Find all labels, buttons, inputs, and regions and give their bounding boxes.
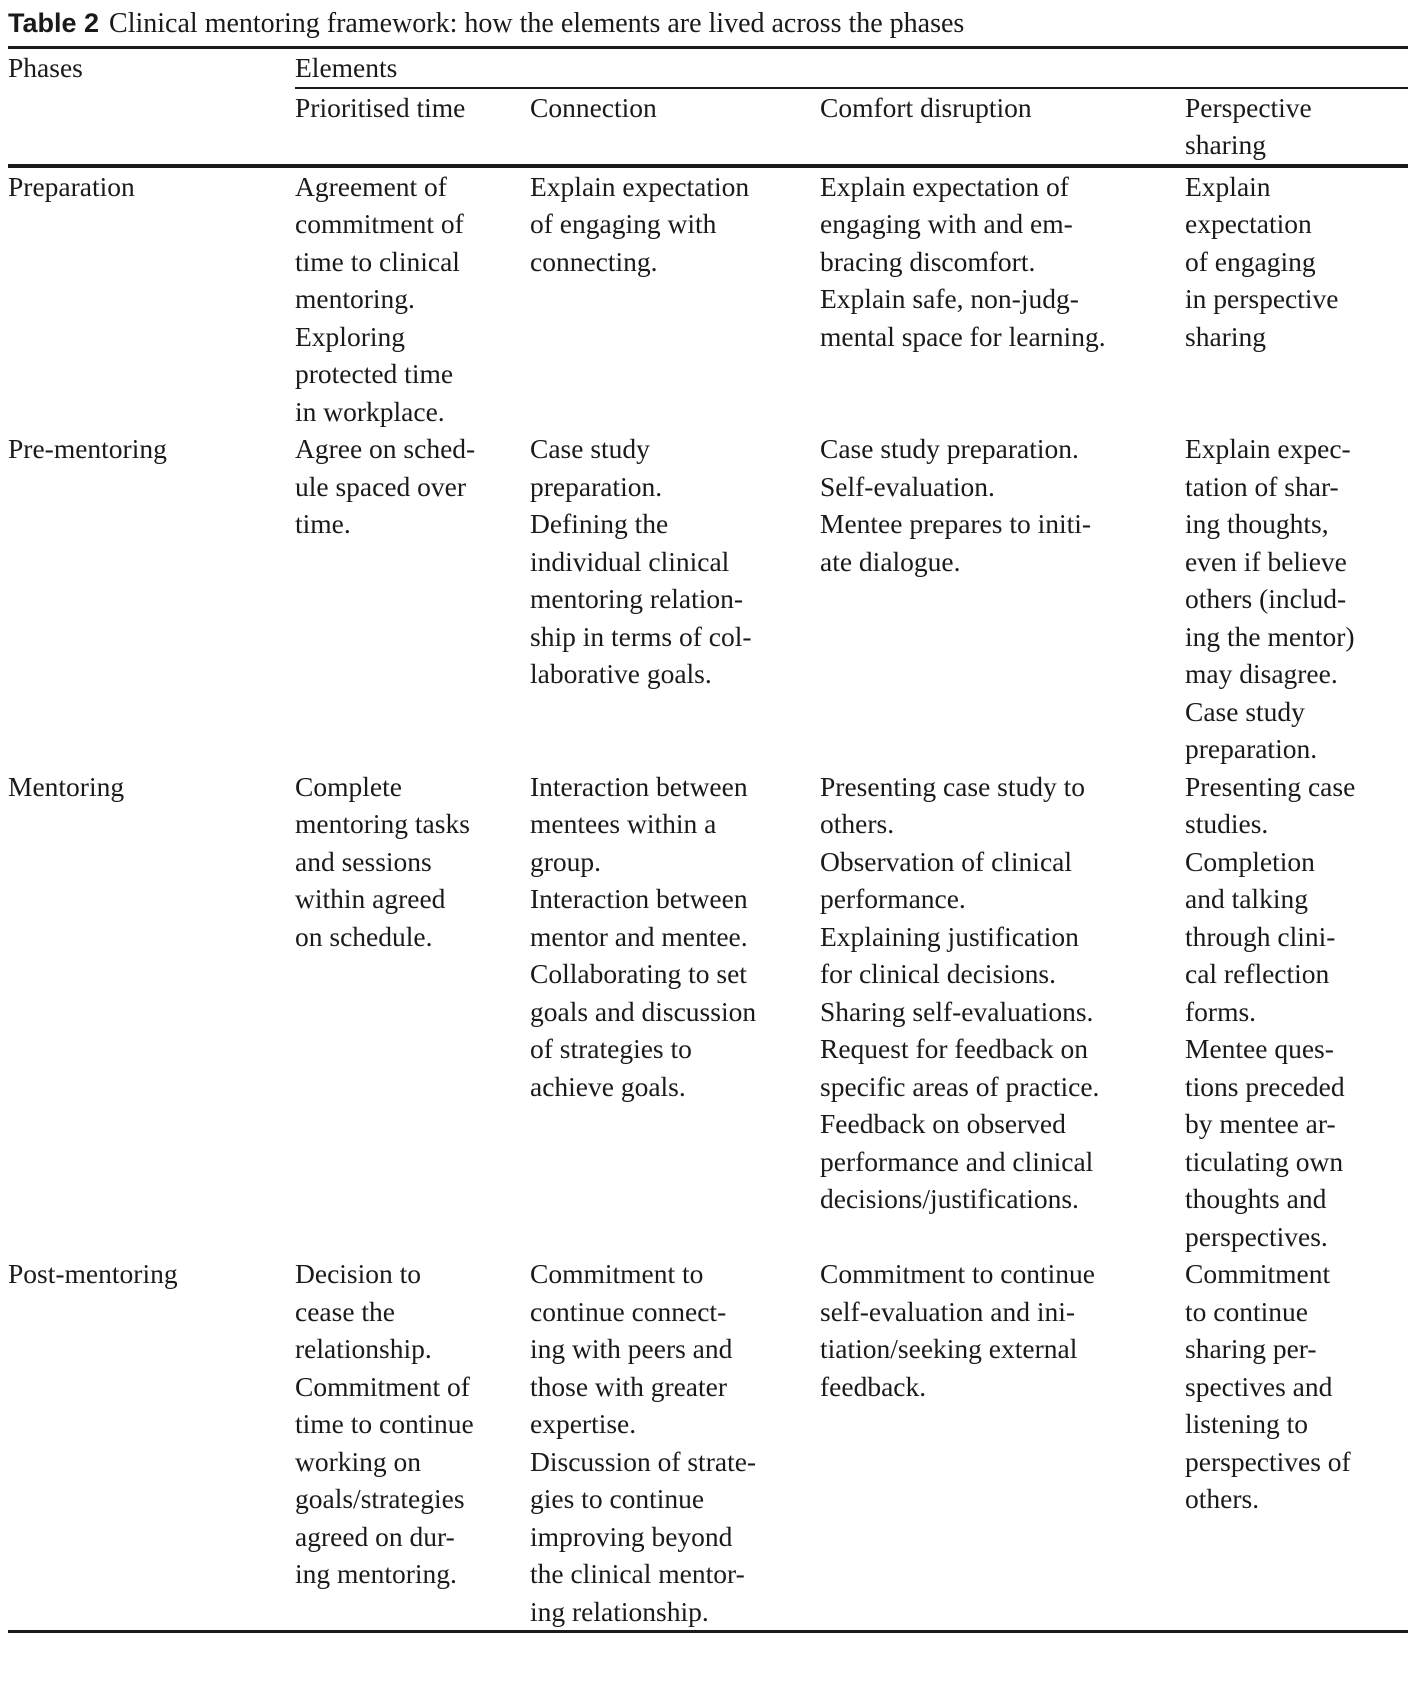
phase-post-mentoring: Post-mentoring — [8, 1258, 178, 1289]
cell-line: commitment of — [295, 208, 464, 239]
cell-line: group. — [530, 845, 602, 877]
cell-line: ship in terms of col- — [530, 620, 752, 652]
row-mentoring — [8, 768, 1408, 1256]
cell-line: Observation of clinical — [820, 845, 1072, 877]
cell-line: perspectives. — [1185, 1220, 1328, 1252]
cell-line: Sharing self-evaluations. — [820, 995, 1094, 1027]
cell-line: cease the — [295, 1295, 395, 1327]
cell-line: Presenting case study to — [820, 770, 1086, 802]
table-caption — [8, 6, 1408, 46]
row-post-mentoring — [8, 1255, 1408, 1630]
cell-line: laborative goals. — [530, 658, 712, 689]
cell-line: Agreement of — [295, 170, 447, 202]
cell-line: Explain safe, non-judg- — [820, 283, 1079, 314]
cell-line: ing relationship. — [530, 1595, 709, 1627]
cell-line: Mentee prepares to initi- — [820, 508, 1092, 539]
cell-line: Defining the — [530, 508, 669, 539]
cell-line: agreed on dur- — [295, 1520, 455, 1552]
cell-line: relationship. — [295, 1333, 432, 1364]
cell-line: Collaborating to set — [530, 958, 747, 989]
cell-line: mental space for learning. — [820, 320, 1106, 352]
header-elements: Elements — [295, 49, 1408, 88]
cell-line: and sessions — [295, 845, 432, 877]
header-connection — [530, 88, 820, 164]
cell-line: Commitment of — [295, 1370, 470, 1402]
row-pre-mentoring — [8, 430, 1408, 768]
cell-post-mentoring-perspective-sharing — [1185, 1255, 1408, 1630]
cell-mentoring-perspective-sharing — [1185, 768, 1408, 1256]
phase-pre-mentoring: Pre-mentoring — [8, 433, 167, 464]
cell-post-mentoring-comfort-disruption — [820, 1255, 1185, 1630]
cell-mentoring-comfort-disruption — [820, 768, 1185, 1256]
cell-line: Self-evaluation. — [820, 470, 995, 502]
cell-line: even if believe — [1185, 545, 1347, 577]
bottom-rule — [8, 1630, 1408, 1633]
cell-line: tation of shar- — [1185, 470, 1339, 502]
cell-line: mentoring tasks — [295, 808, 470, 839]
cell-line: ate dialogue. — [820, 545, 961, 577]
cell-line: goals/strategies — [295, 1483, 465, 1514]
cell-line: mentees within a — [530, 808, 717, 839]
cell-line: Case study — [530, 433, 650, 464]
cell-line: those with greater — [530, 1370, 728, 1402]
cell-line: ing thoughts, — [1185, 508, 1329, 539]
cell-line: achieve goals. — [530, 1070, 686, 1102]
cell-pre-mentoring-connection — [530, 430, 820, 768]
header-comfort-disruption — [820, 88, 1185, 164]
cell-line: mentor and mentee. — [530, 920, 748, 952]
cell-line: ing the mentor) — [1185, 620, 1355, 652]
cell-line: decisions/justifications. — [820, 1183, 1079, 1214]
cell-line: ing with peers and — [530, 1333, 733, 1364]
cell-preparation-perspective-sharing — [1185, 168, 1408, 431]
header-row-top — [8, 49, 1408, 88]
cell-line: Feedback on observed — [820, 1108, 1066, 1139]
cell-pre-mentoring-comfort-disruption — [820, 430, 1185, 768]
cell-pre-mentoring-perspective-sharing — [1185, 430, 1408, 768]
cell-line: connecting. — [530, 245, 658, 277]
cell-line: of engaging with — [530, 208, 717, 239]
cell-line: for clinical decisions. — [820, 958, 1056, 989]
cell-line: Presenting case — [1185, 770, 1356, 802]
cell-line: sharing — [1185, 129, 1266, 160]
cell-line: tiation/seeking external — [820, 1333, 1078, 1364]
row-preparation — [8, 168, 1408, 431]
cell-line: the clinical mentor- — [530, 1558, 745, 1589]
cell-line: Agree on sched- — [295, 433, 476, 464]
cell-line: gies to continue — [530, 1483, 705, 1514]
cell-line: preparation. — [530, 470, 663, 502]
cell-line: Request for feedback on — [820, 1033, 1089, 1064]
cell-line: preparation. — [1185, 733, 1318, 764]
cell-line: Explain expectation — [530, 170, 750, 202]
cell-line: Completion — [1185, 845, 1315, 877]
cell-line: Complete — [295, 770, 402, 802]
cell-line: self-evaluation and ini- — [820, 1295, 1076, 1327]
cell-line: others. — [820, 808, 895, 839]
header-prioritised-time — [295, 88, 530, 164]
cell-line: ing mentoring. — [295, 1558, 457, 1589]
header-phases: Phases — [8, 52, 83, 83]
cell-line: Interaction between — [530, 883, 748, 914]
cell-line: cal reflection — [1185, 958, 1330, 989]
cell-line: performance and clinical — [820, 1145, 1094, 1177]
cell-line: Commitment — [1185, 1258, 1331, 1289]
cell-line: time to clinical — [295, 245, 460, 277]
cell-mentoring-connection — [530, 768, 820, 1256]
cell-line: sharing — [1185, 320, 1266, 352]
phase-mentoring: Mentoring — [8, 770, 125, 802]
cell-line: expectation — [1185, 208, 1312, 239]
cell-line: Explain expectation of — [820, 170, 1069, 202]
cell-line: in perspective — [1185, 283, 1339, 314]
cell-line: to continue — [1185, 1295, 1308, 1327]
cell-line: Interaction between — [530, 770, 748, 802]
cell-line: Connection — [530, 91, 657, 123]
cell-line: forms. — [1185, 995, 1257, 1027]
cell-line: studies. — [1185, 808, 1269, 839]
framework-table — [8, 49, 1408, 1630]
table-label: Table 2 — [8, 8, 100, 38]
cell-line: in workplace. — [295, 395, 445, 427]
cell-line: performance. — [820, 883, 966, 914]
cell-line: Explaining justification — [820, 920, 1079, 952]
phase-preparation: Preparation — [8, 170, 135, 202]
cell-line: through clini- — [1185, 920, 1336, 952]
cell-line: and talking — [1185, 883, 1308, 914]
cell-line: ule spaced over — [295, 470, 467, 502]
cell-line: by mentee ar- — [1185, 1108, 1336, 1139]
cell-post-mentoring-prioritised-time — [295, 1255, 530, 1630]
cell-line: mentoring relation- — [530, 583, 744, 614]
table-title: Clinical mentoring framework: how the elements are lived across the phases — [109, 8, 965, 39]
cell-line: Mentee ques- — [1185, 1033, 1334, 1064]
cell-line: Case study — [1185, 695, 1305, 727]
cell-line: time to continue — [295, 1408, 474, 1439]
cell-line: Commitment to — [530, 1258, 704, 1289]
cell-pre-mentoring-prioritised-time — [295, 430, 530, 768]
cell-line: time. — [295, 508, 351, 539]
cell-line: Comfort disruption — [820, 91, 1032, 123]
cell-line: Discussion of strate- — [530, 1445, 757, 1477]
cell-line: others. — [1185, 1483, 1260, 1514]
cell-line: working on — [295, 1445, 422, 1477]
cell-line: expertise. — [530, 1408, 637, 1439]
cell-line: listening to — [1185, 1408, 1308, 1439]
cell-line: bracing discomfort. — [820, 245, 1036, 277]
cell-line: feedback. — [820, 1370, 927, 1402]
cell-line: specific areas of practice. — [820, 1070, 1100, 1102]
cell-preparation-connection — [530, 168, 820, 431]
cell-line: Exploring — [295, 320, 405, 352]
cell-line: tions preceded — [1185, 1070, 1345, 1102]
cell-line: improving beyond — [530, 1520, 733, 1552]
cell-line: Explain expec- — [1185, 433, 1351, 464]
table-figure — [8, 6, 1408, 1633]
cell-line: continue connect- — [530, 1295, 727, 1327]
cell-line: Decision to — [295, 1258, 422, 1289]
cell-line: protected time — [295, 358, 454, 389]
cell-preparation-comfort-disruption — [820, 168, 1185, 431]
cell-line: ticulating own — [1185, 1145, 1344, 1177]
cell-line: Prioritised time — [295, 91, 466, 123]
cell-line: mentoring. — [295, 283, 415, 314]
cell-line: spectives and — [1185, 1370, 1333, 1402]
cell-preparation-prioritised-time — [295, 168, 530, 431]
cell-line: of engaging — [1185, 245, 1316, 277]
cell-line: Perspective — [1185, 91, 1312, 123]
cell-post-mentoring-connection — [530, 1255, 820, 1630]
cell-line: Commitment to continue — [820, 1258, 1095, 1289]
cell-line: individual clinical — [530, 545, 730, 577]
cell-line: Explain — [1185, 170, 1271, 202]
cell-line: sharing per- — [1185, 1333, 1317, 1364]
cell-line: goals and discussion — [530, 995, 757, 1027]
cell-line: perspectives of — [1185, 1445, 1351, 1477]
cell-line: may disagree. — [1185, 658, 1338, 689]
cell-line: Case study preparation. — [820, 433, 1079, 464]
cell-line: others (includ- — [1185, 583, 1347, 614]
cell-line: engaging with and em- — [820, 208, 1073, 239]
cell-mentoring-prioritised-time — [295, 768, 530, 1256]
cell-line: thoughts and — [1185, 1183, 1327, 1214]
header-perspective-sharing — [1185, 88, 1408, 164]
cell-line: within agreed — [295, 883, 446, 914]
cell-line: on schedule. — [295, 920, 433, 952]
cell-line: of strategies to — [530, 1033, 692, 1064]
